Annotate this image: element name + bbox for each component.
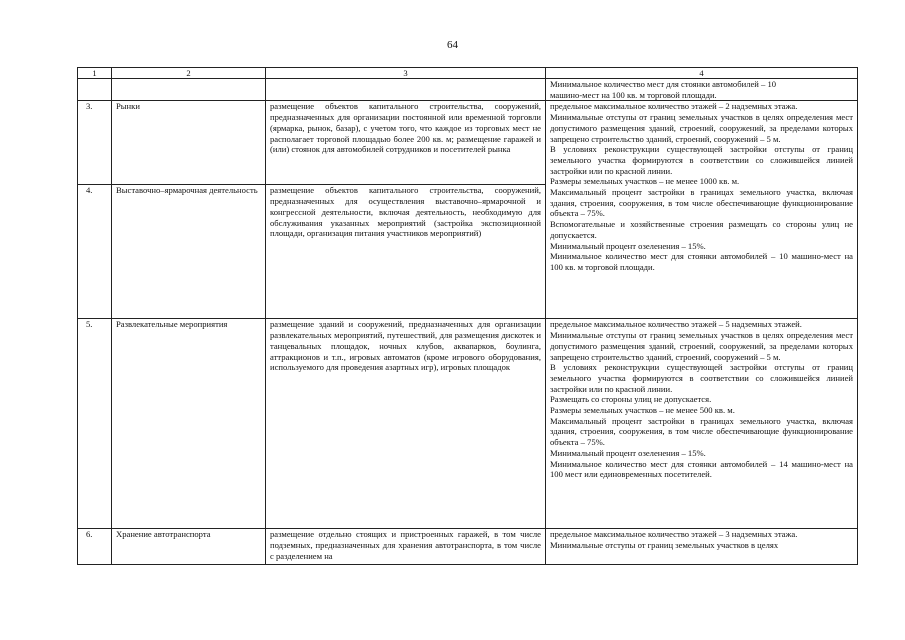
column-header: 2	[112, 68, 266, 79]
column-number-row	[78, 68, 858, 79]
row-number: 3.	[78, 101, 112, 185]
use-description: размещение отдельно стоящих и пристроенных гаражей, в том числе подземных, предназначенных для хранения автотранспорта, в том числе с разделением на	[266, 529, 546, 565]
continuation-row	[78, 79, 858, 101]
row-number: 6.	[78, 529, 112, 565]
parameters-cell: предельное максимальное количество этажей – 5 надземных этажей. Минимальные отступы от границ земельных участков в целях определения мест допустимого размещения зданий, строений, сооружений, за пределами которых запрещено строительство зданий, строений, сооружений – 5 м. В условиях реконструкции существующей застройки отступы от границ земельного участка формируются в соответствии со сложившейся линией застройки или по красной линии. Размещать со стороны улиц не допускается. Размеры земельных участков – не менее 500 кв. м. Максимальный процент застройки в границах земельного участка, включая здания, строения, сооружения, в том числе обеспечивающие функционирование объекта – 75%. Минимальный процент озеленения – 15%. Минимальное количество мест для стоянки автомобилей – 14 машино-мест на 100 мест или единовременных посетителей.	[546, 319, 858, 529]
use-description: размещение зданий и сооружений, предназначенных для организации развлекательных мероприятий, путешествий, для размещения дискотек и танцевальных площадок, ночных клубов, аквапарков, боулинга, аттракционов и т.п., игровых автоматов (кроме игрового оборудования, используемого для проведения азартных игр), игровых площадок	[266, 319, 546, 529]
table-row	[78, 529, 858, 565]
table-row	[78, 101, 858, 185]
use-description: размещение объектов капитального строительства, сооружений, предназначенных для осуществления выставочно–ярмарочной и конгрессной деятельности, включая деятельность, необходимую для обслуживания указанных мероприятий (застройка экспозиционной площади, организация питания участников мероприятий)	[266, 185, 546, 319]
use-description: размещение объектов капитального строительства, сооружений, предназначенных для организации постоянной или временной торговли (ярмарка, рынок, базар), с учетом того, что каждое из торговых мест не располагает торговой площадью более 200 кв. м; размещение гаражей и (или) стоянок для автомобилей сотрудников и посетителей рынка	[266, 101, 546, 185]
parameters-cell: предельное максимальное количество этажей – 2 надземных этажа. Минимальные отступы от границ земельных участков в целях определения мест допустимого размещения зданий, строений, сооружений, за пределами которых запрещено строительство зданий, строений, сооружений – 5 м. В условиях реконструкции существующей застройки отступы от границ земельного участка формируются в соответствии со сложившейся линией застройки или по красной линии. Размеры земельных участков – не менее 1000 кв. м. Максимальный процент застройки в границах земельного участка, включая здания, строения, сооружения, в том числе обеспечивающие функционирование объекта – 75%. Вспомогательные и хозяйственные строения размещать со стороны улиц не допускается. Минимальный процент озеленения – 15%. Минимальное количество мест для стоянки автомобилей – 10 машино-мест на 100 кв. м торговой площади.	[546, 101, 858, 319]
column-header: 3	[266, 68, 546, 79]
use-name: Рынки	[112, 101, 266, 185]
use-name: Выставочно–ярмарочная деятельность	[112, 185, 266, 319]
column-header: 1	[78, 68, 112, 79]
column-header: 4	[546, 68, 858, 79]
page-number: 64	[447, 39, 458, 51]
continuation-params: Минимальное количество мест для стоянки автомобилей – 10 машино-мест на 100 кв. м торговой площади.	[546, 79, 858, 101]
table-row	[78, 319, 858, 529]
use-name: Развлекательные мероприятия	[112, 319, 266, 529]
land-use-regulations-table	[77, 67, 858, 565]
use-name: Хранение автотранспорта	[112, 529, 266, 565]
row-number: 5.	[78, 319, 112, 529]
parameters-cell: предельное максимальное количество этажей – 3 надземных этажа. Минимальные отступы от границ земельных участков в целях	[546, 529, 858, 565]
row-number: 4.	[78, 185, 112, 319]
